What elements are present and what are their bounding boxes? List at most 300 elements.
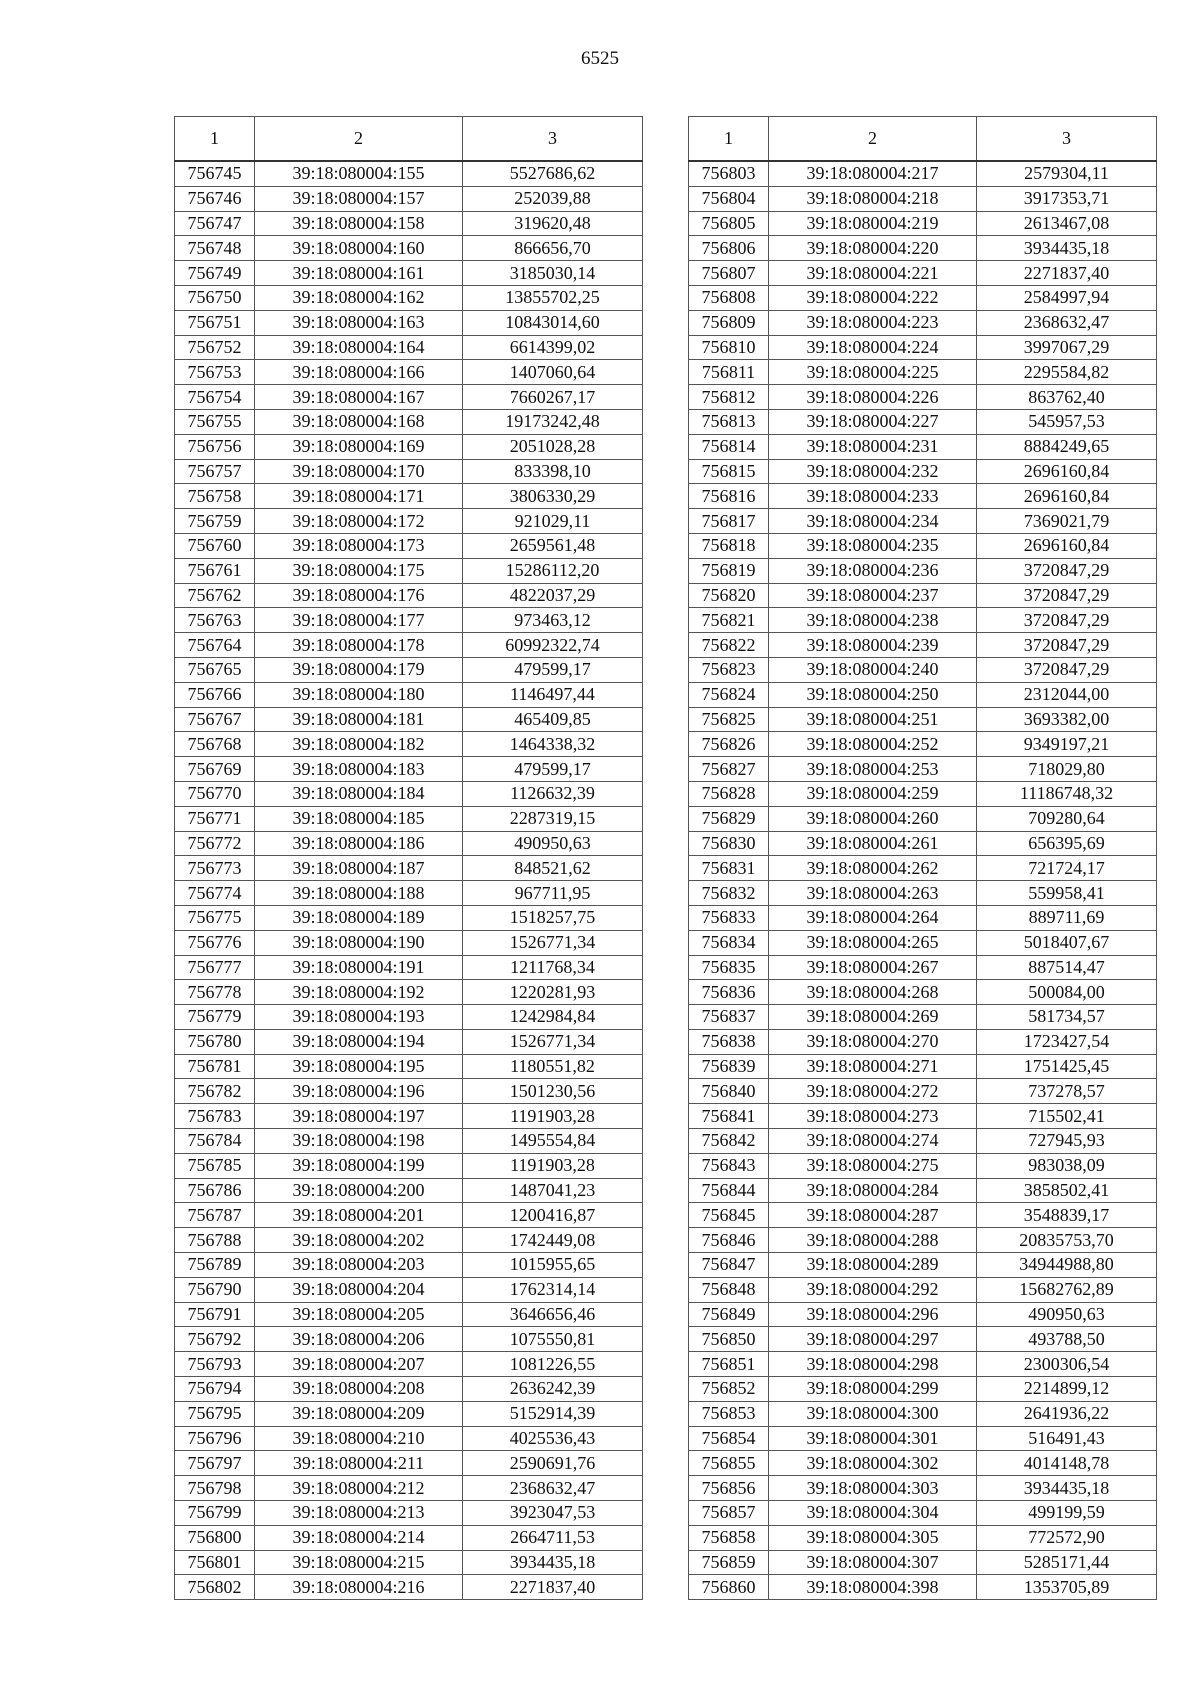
row-number-cell: 756801 [175, 1550, 255, 1575]
cadastral-number-cell: 39:18:080004:251 [769, 707, 977, 732]
value-cell: 3548839,17 [977, 1203, 1157, 1228]
row-number-cell: 756792 [175, 1327, 255, 1352]
row-number-cell: 756834 [689, 930, 769, 955]
cadastral-number-cell: 39:18:080004:206 [255, 1327, 463, 1352]
cadastral-number-cell: 39:18:080004:164 [255, 335, 463, 360]
row-number-cell: 756751 [175, 310, 255, 335]
row-number-cell: 756772 [175, 831, 255, 856]
cadastral-number-cell: 39:18:080004:271 [769, 1054, 977, 1079]
table-row [175, 657, 643, 682]
value-cell: 2590691,76 [463, 1451, 643, 1476]
row-number-cell: 756779 [175, 1005, 255, 1030]
cadastral-number-cell: 39:18:080004:221 [769, 261, 977, 286]
value-cell: 3720847,29 [977, 558, 1157, 583]
value-cell: 1407060,64 [463, 360, 643, 385]
column-header: 2 [769, 117, 977, 162]
value-cell: 1526771,34 [463, 1029, 643, 1054]
value-cell: 3185030,14 [463, 261, 643, 286]
row-number-cell: 756785 [175, 1153, 255, 1178]
value-cell: 545957,53 [977, 409, 1157, 434]
value-cell: 4822037,29 [463, 583, 643, 608]
value-cell: 2271837,40 [977, 261, 1157, 286]
row-number-cell: 756790 [175, 1277, 255, 1302]
value-cell: 889711,69 [977, 905, 1157, 930]
row-number-cell: 756850 [689, 1327, 769, 1352]
value-cell: 656395,69 [977, 831, 1157, 856]
table-row [175, 310, 643, 335]
value-cell: 465409,85 [463, 707, 643, 732]
value-cell: 2696160,84 [977, 459, 1157, 484]
value-cell: 2579304,11 [977, 161, 1157, 186]
row-number-cell: 756778 [175, 980, 255, 1005]
value-cell: 3646656,46 [463, 1302, 643, 1327]
table-row [175, 732, 643, 757]
value-cell: 490950,63 [977, 1302, 1157, 1327]
cadastral-number-cell: 39:18:080004:223 [769, 310, 977, 335]
row-number-cell: 756763 [175, 608, 255, 633]
cadastral-number-cell: 39:18:080004:198 [255, 1129, 463, 1154]
table-row [175, 980, 643, 1005]
table-row [689, 1327, 1157, 1352]
cadastral-number-cell: 39:18:080004:222 [769, 285, 977, 310]
row-number-cell: 756773 [175, 856, 255, 881]
table-row [175, 881, 643, 906]
table-row [175, 335, 643, 360]
cadastral-number-cell: 39:18:080004:163 [255, 310, 463, 335]
table-row [175, 1451, 643, 1476]
table-row [175, 484, 643, 509]
value-cell: 1762314,14 [463, 1277, 643, 1302]
cadastral-number-cell: 39:18:080004:240 [769, 657, 977, 682]
table-row [689, 1476, 1157, 1501]
value-cell: 5018407,67 [977, 930, 1157, 955]
table-row [689, 732, 1157, 757]
table-row [689, 360, 1157, 385]
value-cell: 2368632,47 [463, 1476, 643, 1501]
cadastral-number-cell: 39:18:080004:182 [255, 732, 463, 757]
row-number-cell: 756847 [689, 1253, 769, 1278]
row-number-cell: 756794 [175, 1377, 255, 1402]
cadastral-number-cell: 39:18:080004:185 [255, 806, 463, 831]
value-cell: 60992322,74 [463, 633, 643, 658]
value-cell: 15286112,20 [463, 558, 643, 583]
value-cell: 3934435,18 [977, 1476, 1157, 1501]
row-number-cell: 756800 [175, 1525, 255, 1550]
row-number-cell: 756748 [175, 236, 255, 261]
cadastral-number-cell: 39:18:080004:190 [255, 930, 463, 955]
cadastral-number-cell: 39:18:080004:264 [769, 905, 977, 930]
value-cell: 2051028,28 [463, 434, 643, 459]
row-number-cell: 756859 [689, 1550, 769, 1575]
table-row [175, 1401, 643, 1426]
table-row [689, 1228, 1157, 1253]
table-row [689, 930, 1157, 955]
cadastral-number-cell: 39:18:080004:191 [255, 955, 463, 980]
table-header-row [175, 117, 643, 162]
cadastral-number-cell: 39:18:080004:213 [255, 1501, 463, 1526]
cadastral-number-cell: 39:18:080004:180 [255, 682, 463, 707]
table-row [175, 856, 643, 881]
value-cell: 559958,41 [977, 881, 1157, 906]
row-number-cell: 756818 [689, 533, 769, 558]
cadastral-number-cell: 39:18:080004:300 [769, 1401, 977, 1426]
table-row [175, 955, 643, 980]
value-cell: 252039,88 [463, 186, 643, 211]
value-cell: 1353705,89 [977, 1575, 1157, 1600]
cadastral-number-cell: 39:18:080004:203 [255, 1253, 463, 1278]
value-cell: 3917353,71 [977, 186, 1157, 211]
value-cell: 490950,63 [463, 831, 643, 856]
table-row [689, 781, 1157, 806]
table-row [175, 1005, 643, 1030]
row-number-cell: 756860 [689, 1575, 769, 1600]
table-row [689, 533, 1157, 558]
row-number-cell: 756844 [689, 1178, 769, 1203]
table-row [175, 360, 643, 385]
cadastral-number-cell: 39:18:080004:192 [255, 980, 463, 1005]
row-number-cell: 756762 [175, 583, 255, 608]
table-row [175, 633, 643, 658]
row-number-cell: 756781 [175, 1054, 255, 1079]
table-row [689, 1426, 1157, 1451]
value-cell: 715502,41 [977, 1104, 1157, 1129]
row-number-cell: 756783 [175, 1104, 255, 1129]
cadastral-number-cell: 39:18:080004:212 [255, 1476, 463, 1501]
cadastral-number-cell: 39:18:080004:214 [255, 1525, 463, 1550]
row-number-cell: 756833 [689, 905, 769, 930]
row-number-cell: 756828 [689, 781, 769, 806]
value-cell: 581734,57 [977, 1005, 1157, 1030]
table-row [689, 682, 1157, 707]
table-row [175, 1029, 643, 1054]
table-row [689, 1153, 1157, 1178]
row-number-cell: 756821 [689, 608, 769, 633]
value-cell: 2312044,00 [977, 682, 1157, 707]
row-number-cell: 756759 [175, 509, 255, 534]
row-number-cell: 756745 [175, 161, 255, 186]
right-table [688, 116, 1157, 1600]
row-number-cell: 756832 [689, 881, 769, 906]
value-cell: 967711,95 [463, 881, 643, 906]
value-cell: 4025536,43 [463, 1426, 643, 1451]
row-number-cell: 756770 [175, 781, 255, 806]
table-row [689, 434, 1157, 459]
table-row [175, 1153, 643, 1178]
row-number-cell: 756776 [175, 930, 255, 955]
cadastral-number-cell: 39:18:080004:274 [769, 1129, 977, 1154]
value-cell: 2659561,48 [463, 533, 643, 558]
table-row [689, 1277, 1157, 1302]
row-number-cell: 756803 [689, 161, 769, 186]
row-number-cell: 756825 [689, 707, 769, 732]
value-cell: 887514,47 [977, 955, 1157, 980]
table-row [689, 261, 1157, 286]
cadastral-number-cell: 39:18:080004:398 [769, 1575, 977, 1600]
cadastral-number-cell: 39:18:080004:252 [769, 732, 977, 757]
table-row [175, 682, 643, 707]
cadastral-number-cell: 39:18:080004:250 [769, 682, 977, 707]
cadastral-number-cell: 39:18:080004:181 [255, 707, 463, 732]
cadastral-number-cell: 39:18:080004:253 [769, 757, 977, 782]
cadastral-number-cell: 39:18:080004:302 [769, 1451, 977, 1476]
row-number-cell: 756810 [689, 335, 769, 360]
column-header: 1 [689, 117, 769, 162]
value-cell: 1126632,39 [463, 781, 643, 806]
row-number-cell: 756826 [689, 732, 769, 757]
cadastral-number-cell: 39:18:080004:226 [769, 385, 977, 410]
value-cell: 3693382,00 [977, 707, 1157, 732]
row-number-cell: 756851 [689, 1352, 769, 1377]
cadastral-number-cell: 39:18:080004:207 [255, 1352, 463, 1377]
value-cell: 983038,09 [977, 1153, 1157, 1178]
cadastral-number-cell: 39:18:080004:216 [255, 1575, 463, 1600]
cadastral-number-cell: 39:18:080004:171 [255, 484, 463, 509]
row-number-cell: 756775 [175, 905, 255, 930]
cadastral-number-cell: 39:18:080004:305 [769, 1525, 977, 1550]
table-row [175, 1501, 643, 1526]
value-cell: 1191903,28 [463, 1153, 643, 1178]
cadastral-number-cell: 39:18:080004:175 [255, 558, 463, 583]
value-cell: 1495554,84 [463, 1129, 643, 1154]
value-cell: 3858502,41 [977, 1178, 1157, 1203]
cadastral-number-cell: 39:18:080004:234 [769, 509, 977, 534]
row-number-cell: 756793 [175, 1352, 255, 1377]
value-cell: 2664711,53 [463, 1525, 643, 1550]
row-number-cell: 756804 [689, 186, 769, 211]
row-number-cell: 756747 [175, 211, 255, 236]
table-row [689, 856, 1157, 881]
row-number-cell: 756830 [689, 831, 769, 856]
cadastral-number-cell: 39:18:080004:299 [769, 1377, 977, 1402]
table-row [689, 509, 1157, 534]
value-cell: 1526771,34 [463, 930, 643, 955]
cadastral-number-cell: 39:18:080004:303 [769, 1476, 977, 1501]
value-cell: 3934435,18 [463, 1550, 643, 1575]
table-row [175, 1550, 643, 1575]
row-number-cell: 756835 [689, 955, 769, 980]
cadastral-number-cell: 39:18:080004:233 [769, 484, 977, 509]
cadastral-number-cell: 39:18:080004:225 [769, 360, 977, 385]
table-row [689, 1550, 1157, 1575]
row-number-cell: 756815 [689, 459, 769, 484]
value-cell: 833398,10 [463, 459, 643, 484]
table-row [689, 1203, 1157, 1228]
table-row [175, 285, 643, 310]
table-row [175, 707, 643, 732]
row-number-cell: 756816 [689, 484, 769, 509]
cadastral-number-cell: 39:18:080004:168 [255, 409, 463, 434]
row-number-cell: 756845 [689, 1203, 769, 1228]
table-row [175, 1054, 643, 1079]
cadastral-number-cell: 39:18:080004:269 [769, 1005, 977, 1030]
cadastral-number-cell: 39:18:080004:272 [769, 1079, 977, 1104]
row-number-cell: 756789 [175, 1253, 255, 1278]
row-number-cell: 756812 [689, 385, 769, 410]
table-row [175, 434, 643, 459]
table-row [689, 409, 1157, 434]
table-row [689, 1129, 1157, 1154]
table-row [175, 1277, 643, 1302]
value-cell: 13855702,25 [463, 285, 643, 310]
cadastral-number-cell: 39:18:080004:200 [255, 1178, 463, 1203]
value-cell: 19173242,48 [463, 409, 643, 434]
value-cell: 863762,40 [977, 385, 1157, 410]
page-number: 6525 [581, 48, 619, 69]
row-number-cell: 756836 [689, 980, 769, 1005]
value-cell: 5527686,62 [463, 161, 643, 186]
table-row [175, 1575, 643, 1600]
table-row [175, 905, 643, 930]
table-row [689, 1525, 1157, 1550]
row-number-cell: 756769 [175, 757, 255, 782]
cadastral-number-cell: 39:18:080004:238 [769, 608, 977, 633]
table-row [175, 1178, 643, 1203]
value-cell: 493788,50 [977, 1327, 1157, 1352]
row-number-cell: 756791 [175, 1302, 255, 1327]
value-cell: 7369021,79 [977, 509, 1157, 534]
value-cell: 737278,57 [977, 1079, 1157, 1104]
column-header: 1 [175, 117, 255, 162]
row-number-cell: 756787 [175, 1203, 255, 1228]
table-row [689, 1501, 1157, 1526]
value-cell: 1220281,93 [463, 980, 643, 1005]
column-header: 2 [255, 117, 463, 162]
cadastral-number-cell: 39:18:080004:262 [769, 856, 977, 881]
cadastral-number-cell: 39:18:080004:199 [255, 1153, 463, 1178]
table-row [175, 459, 643, 484]
row-number-cell: 756839 [689, 1054, 769, 1079]
table-row [689, 608, 1157, 633]
row-number-cell: 756827 [689, 757, 769, 782]
value-cell: 1518257,75 [463, 905, 643, 930]
cadastral-number-cell: 39:18:080004:186 [255, 831, 463, 856]
table-row [175, 1228, 643, 1253]
cadastral-number-cell: 39:18:080004:307 [769, 1550, 977, 1575]
row-number-cell: 756846 [689, 1228, 769, 1253]
table-row [175, 509, 643, 534]
table-row [689, 633, 1157, 658]
table-row [689, 211, 1157, 236]
cadastral-number-cell: 39:18:080004:188 [255, 881, 463, 906]
cadastral-number-cell: 39:18:080004:184 [255, 781, 463, 806]
row-number-cell: 756852 [689, 1377, 769, 1402]
column-header: 3 [463, 117, 643, 162]
table-row [689, 955, 1157, 980]
table-row [175, 161, 643, 186]
value-cell: 2696160,84 [977, 484, 1157, 509]
row-number-cell: 756817 [689, 509, 769, 534]
value-cell: 3923047,53 [463, 1501, 643, 1526]
cadastral-number-cell: 39:18:080004:215 [255, 1550, 463, 1575]
table-row [689, 558, 1157, 583]
cadastral-number-cell: 39:18:080004:210 [255, 1426, 463, 1451]
row-number-cell: 756755 [175, 409, 255, 434]
cadastral-number-cell: 39:18:080004:267 [769, 955, 977, 980]
cadastral-number-cell: 39:18:080004:268 [769, 980, 977, 1005]
row-number-cell: 756760 [175, 533, 255, 558]
row-number-cell: 756819 [689, 558, 769, 583]
table-row [689, 1352, 1157, 1377]
value-cell: 11186748,32 [977, 781, 1157, 806]
cadastral-number-cell: 39:18:080004:155 [255, 161, 463, 186]
row-number-cell: 756841 [689, 1104, 769, 1129]
row-number-cell: 756824 [689, 682, 769, 707]
row-number-cell: 756842 [689, 1129, 769, 1154]
table-row [175, 608, 643, 633]
table-row [175, 1352, 643, 1377]
table-row [689, 236, 1157, 261]
table-row [175, 583, 643, 608]
row-number-cell: 756805 [689, 211, 769, 236]
value-cell: 3934435,18 [977, 236, 1157, 261]
cadastral-number-cell: 39:18:080004:178 [255, 633, 463, 658]
value-cell: 2214899,12 [977, 1377, 1157, 1402]
value-cell: 1487041,23 [463, 1178, 643, 1203]
table-row [689, 583, 1157, 608]
value-cell: 2613467,08 [977, 211, 1157, 236]
cadastral-number-cell: 39:18:080004:301 [769, 1426, 977, 1451]
row-number-cell: 756849 [689, 1302, 769, 1327]
cadastral-number-cell: 39:18:080004:284 [769, 1178, 977, 1203]
row-number-cell: 756797 [175, 1451, 255, 1476]
table-row [689, 1005, 1157, 1030]
row-number-cell: 756761 [175, 558, 255, 583]
table-row [689, 881, 1157, 906]
row-number-cell: 756784 [175, 1129, 255, 1154]
row-number-cell: 756858 [689, 1525, 769, 1550]
cadastral-number-cell: 39:18:080004:287 [769, 1203, 977, 1228]
cadastral-number-cell: 39:18:080004:237 [769, 583, 977, 608]
row-number-cell: 756780 [175, 1029, 255, 1054]
value-cell: 973463,12 [463, 608, 643, 633]
cadastral-number-cell: 39:18:080004:197 [255, 1104, 463, 1129]
cadastral-number-cell: 39:18:080004:261 [769, 831, 977, 856]
table-row [689, 1029, 1157, 1054]
row-number-cell: 756855 [689, 1451, 769, 1476]
row-number-cell: 756768 [175, 732, 255, 757]
value-cell: 2300306,54 [977, 1352, 1157, 1377]
table-row [175, 558, 643, 583]
value-cell: 2696160,84 [977, 533, 1157, 558]
value-cell: 3720847,29 [977, 657, 1157, 682]
table-row [175, 1104, 643, 1129]
table-row [689, 757, 1157, 782]
cadastral-number-cell: 39:18:080004:209 [255, 1401, 463, 1426]
table-row [689, 1253, 1157, 1278]
value-cell: 2636242,39 [463, 1377, 643, 1402]
value-cell: 1501230,56 [463, 1079, 643, 1104]
table-row [175, 1079, 643, 1104]
cadastral-number-cell: 39:18:080004:289 [769, 1253, 977, 1278]
table-row [689, 484, 1157, 509]
cadastral-number-cell: 39:18:080004:296 [769, 1302, 977, 1327]
cadastral-number-cell: 39:18:080004:259 [769, 781, 977, 806]
cadastral-number-cell: 39:18:080004:218 [769, 186, 977, 211]
value-cell: 727945,93 [977, 1129, 1157, 1154]
table-row [689, 161, 1157, 186]
value-cell: 5152914,39 [463, 1401, 643, 1426]
row-number-cell: 756758 [175, 484, 255, 509]
table-row [689, 385, 1157, 410]
row-number-cell: 756840 [689, 1079, 769, 1104]
value-cell: 1242984,84 [463, 1005, 643, 1030]
table-row [175, 1302, 643, 1327]
row-number-cell: 756771 [175, 806, 255, 831]
row-number-cell: 756756 [175, 434, 255, 459]
row-number-cell: 756767 [175, 707, 255, 732]
row-number-cell: 756802 [175, 1575, 255, 1600]
table-row [175, 385, 643, 410]
